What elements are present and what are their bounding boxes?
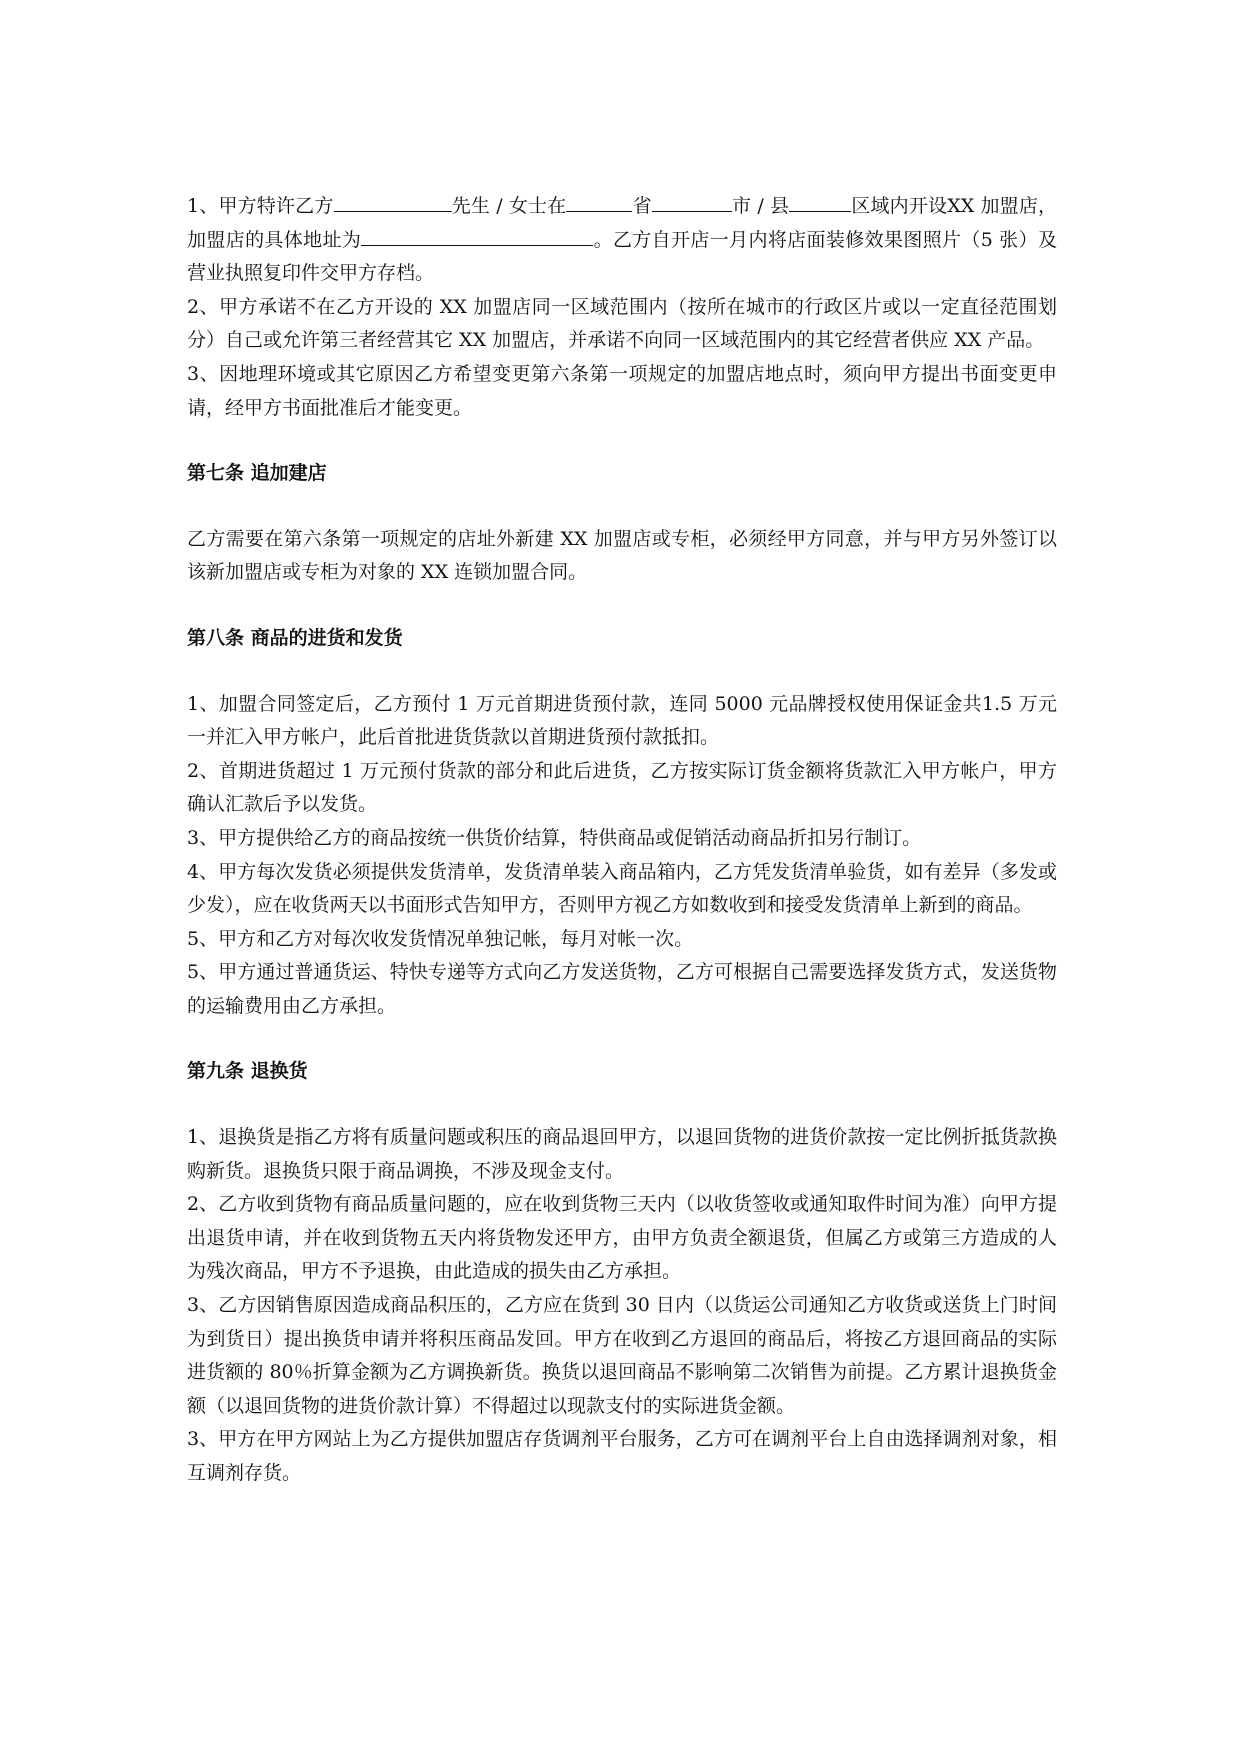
text-segment: 省 — [632, 195, 652, 217]
text-segment: 市 / 县 — [731, 195, 790, 217]
clause-6-item-2: 2、甲方承诺不在乙方开设的 XX 加盟店同一区域范围内（按所在城市的行政区片或以一定直径范围划分）自己或允许第三者经营其它 XX 加盟店，并承诺不向同一区域范围内的其它经营者供应 XX 产品。 — [187, 295, 1057, 352]
clause-6-item-1 — [187, 190, 1057, 291]
text-segment: 1、甲方特许乙方 — [187, 195, 334, 217]
clause-8-item-5: 5、甲方和乙方对每次收发货情况单独记帐，每月对帐一次。 — [187, 927, 694, 950]
section-9-heading: 第九条 退换货 — [187, 1060, 308, 1083]
blank-province-field[interactable] — [566, 191, 632, 212]
text-segment: 区域内开设XX 加盟店，加盟店的具体地址为 — [187, 195, 1058, 251]
clause-8-item-1: 1、加盟合同签定后，乙方预付 1 万元首期进货预付款，连同 5000 元品牌授权使用保证金共1.5 万元一并汇入甲方帐户，此后首批进货货款以首期进货预付款抵扣。 — [187, 692, 1057, 749]
blank-name-field[interactable] — [334, 191, 452, 212]
clause-8-item-4: 4、甲方每次发货必须提供发货清单，发货清单装入商品箱内，乙方凭发货清单验货，如有差异（多发或少发），应在收货两天以书面形式告知甲方，否则甲方视乙方如数收到和接受发货清单上新到的商品。 — [187, 860, 1057, 917]
clause-8-item-2: 2、首期进货超过 1 万元预付货款的部分和此后进货，乙方按实际订货金额将货款汇入甲方帐户，甲方确认汇款后予以发货。 — [187, 759, 1057, 816]
clause-8-item-6: 5、甲方通过普通货运、特快专递等方式向乙方发送货物，乙方可根据自己需要选择发货方式，发送货物的运输费用由乙方承担。 — [187, 961, 1057, 1017]
blank-city-field[interactable] — [652, 191, 732, 212]
text-segment: 先生 / 女士在 — [451, 195, 567, 217]
clause-9-item-4: 3、甲方在甲方网站上为乙方提供加盟店存货调剂平台服务，乙方可在调剂平台上自由选择调剂对象，相互调剂存货。 — [187, 1428, 1057, 1484]
clause-7-paragraph: 乙方需要在第六条第一项规定的店址外新建 XX 加盟店或专柜，必须经甲方同意，并与甲方另外签订以该新加盟店或专柜为对象的 XX 连锁加盟合同。 — [187, 527, 1057, 584]
section-8-heading: 第八条 商品的进货和发货 — [187, 626, 403, 649]
document-page — [187, 190, 1057, 1491]
clause-9-item-1: 1、退换货是指乙方将有质量问题或积压的商品退回甲方，以退回货物的进货价款按一定比例折抵货款换购新货。退换货只限于商品调换，不涉及现金支付。 — [187, 1126, 1057, 1182]
clause-9-item-2: 2、乙方收到货物有商品质量问题的，应在收到货物三天内（以收货签收或通知取件时间为准）向甲方提出退货申请，并在收到货物五天内将货物发还甲方，由甲方负责全额退货，但属乙方或第三方造成的人为残次商品，甲方不予退换，由此造成的损失由乙方承担。 — [187, 1193, 1057, 1283]
blank-address-field[interactable] — [361, 225, 593, 246]
clause-9-item-3: 3、乙方因销售原因造成商品积压的，乙方应在货到 30 日内（以货运公司通知乙方收货或送货上门时间为到货日）提出换货申请并将积压商品发回。甲方在收到乙方退回的商品后，将按乙方退回商品的实际进货额的 80％折算金额为乙方调换新货。换货以退回商品不影响第二次销售为前提。乙方累计退换货金额（以退回货物的进货价款计算）不得超过以现款支付的实际进货金额。 — [187, 1294, 1057, 1417]
text-segment: 。乙方自开店一月内将店面装修效果图照片（5 张）及营业执照复印件交甲方存档。 — [187, 228, 1057, 285]
clause-8-item-3: 3、甲方提供给乙方的商品按统一供货价结算，特供商品或促销活动商品折扣另行制订。 — [187, 826, 922, 849]
section-7-heading: 第七条 追加建店 — [187, 462, 327, 485]
clause-6-item-3: 3、因地理环境或其它原因乙方希望变更第六条第一项规定的加盟店地点时，须向甲方提出书面变更申请，经甲方书面批准后才能变更。 — [187, 362, 1057, 419]
blank-district-field[interactable] — [789, 191, 851, 212]
